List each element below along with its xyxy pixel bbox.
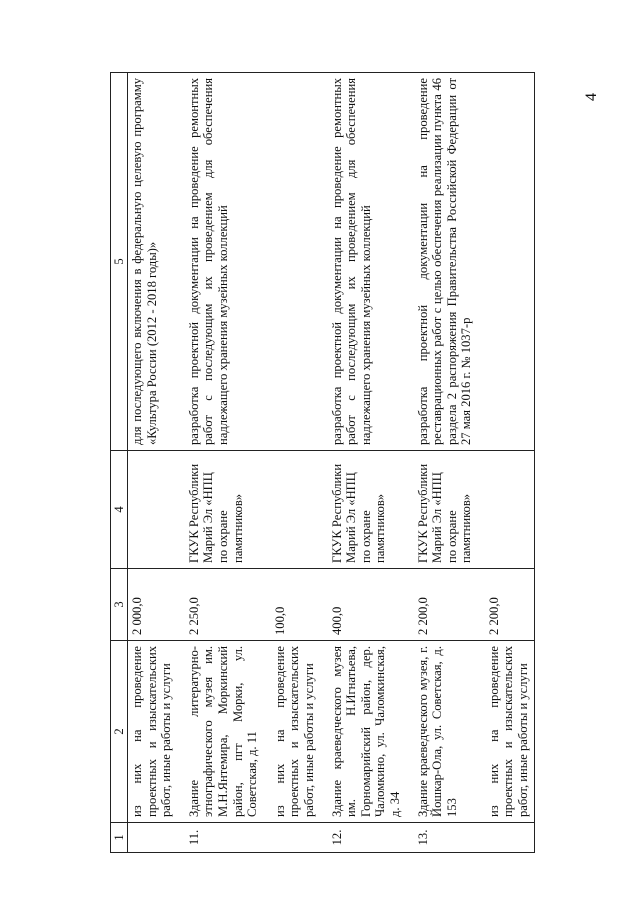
row-number: 13. [406, 823, 477, 853]
object-name: из них на проведение проектных и изыскательских работ, иные работы и услуги [477, 641, 534, 823]
object-name: Здание литературно-этнографического музея им. М.Н.Янтемира, Моркинский район, пгт Морки, ул. Советская, д. 11 [177, 641, 263, 823]
table-row [406, 73, 477, 853]
purpose: разработка проектной документации на проведение реставрационных работ с целью обеспечения реализации пункта 46 раздела 2 распоряжения Правительства Российской Федерации от 27 мая 2016 г. № 1037-р [406, 73, 477, 451]
object-name: из них на проведение проектных и изыскательских работ, иные работы и услуги [263, 641, 320, 823]
rotated-table-area [110, 73, 530, 853]
column-header-4: 4 [111, 451, 128, 569]
purpose: разработка проектной документации на проведение ремонтных работ с последующим их проведением для обеспечения надлежащего хранения музейных коллекций [320, 73, 406, 451]
amount: 100,0 [263, 569, 320, 641]
row-number [128, 823, 177, 853]
purpose: для последующего включения в федеральную целевую программу «Культура России (2012 - 2018 годы)» [128, 73, 177, 451]
amount: 2 250,0 [177, 569, 263, 641]
organization [477, 451, 534, 569]
amount: 2 200,0 [406, 569, 477, 641]
row-number [477, 823, 534, 853]
organization: ГКУК Республики Марий Эл «НПЦ по охране памятников» [177, 451, 263, 569]
table-header-row [111, 73, 128, 853]
purpose [263, 73, 320, 451]
purpose: разработка проектной документации на проведение ремонтных работ с последующим их проведением для обеспечения надлежащего хранения музейных коллекций [177, 73, 263, 451]
table-row [177, 73, 263, 853]
column-header-1: 1 [111, 823, 128, 853]
object-name: Здание краеведческого музея им. Н.Игнатьева, Горномарийский район, дер. Чаломкино, ул. Чаломкинская, д. 34 [320, 641, 406, 823]
column-header-5: 5 [111, 73, 128, 451]
row-number [263, 823, 320, 853]
organization [263, 451, 320, 569]
row-number: 11. [177, 823, 263, 853]
budget-table [110, 72, 535, 853]
amount: 2 200,0 [477, 569, 534, 641]
column-header-2: 2 [111, 641, 128, 823]
organization [128, 451, 177, 569]
organization: ГКУК Республики Марий Эл «НПЦ по охране памятников» [406, 451, 477, 569]
page-number: 4 [583, 93, 600, 101]
column-header-3: 3 [111, 569, 128, 641]
table-row [477, 73, 534, 853]
object-name: из них на проведение проектных и изыскательских работ, иные работы и услуги [128, 641, 177, 823]
table-row [320, 73, 406, 853]
table-row [263, 73, 320, 853]
row-number: 12. [320, 823, 406, 853]
amount: 2 000,0 [128, 569, 177, 641]
organization: ГКУК Республики Марий Эл «НПЦ по охране памятников» [320, 451, 406, 569]
amount: 400,0 [320, 569, 406, 641]
table-row [128, 73, 177, 853]
object-name: Здание краеведческого музея, г. Йошкар-Ола, ул. Советская, д. 153 [406, 641, 477, 823]
purpose [477, 73, 534, 451]
